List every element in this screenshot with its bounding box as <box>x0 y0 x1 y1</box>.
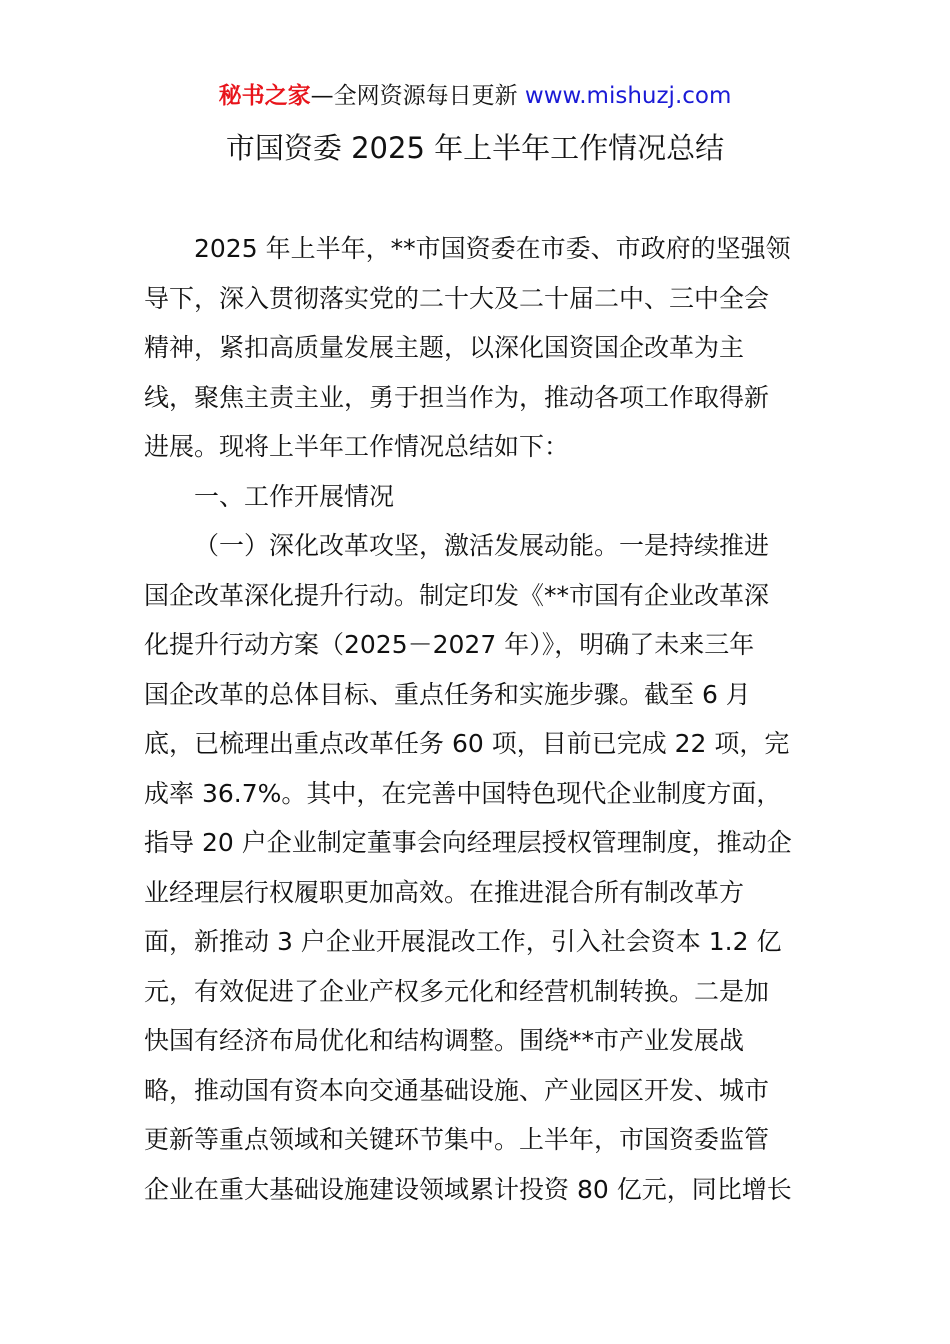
paragraph-line: 成率 36.7%。其中，在完善中国特色现代企业制度方面， <box>144 778 782 808</box>
paragraph-line: 面，新推动 3 户企业开展混改工作，引入社会资本 1.2 亿 <box>144 927 782 956</box>
paragraph-line: 更新等重点领域和关键环节集中。上半年，市国资委监管 <box>144 1125 770 1154</box>
paragraph-line: 指导 20 户企业制定董事会向经理层授权管理制度，推动企 <box>144 828 792 857</box>
paragraph-line: 国企改革的总体目标、重点任务和实施步骤。截至 6 月 <box>144 679 751 709</box>
section-heading: 一、工作开展情况 <box>194 481 395 511</box>
paragraph-line: 底，已梳理出重点改革任务 60 项，目前已完成 22 项，完 <box>144 729 790 758</box>
site-url-link[interactable]: www.mishuzj.com <box>524 83 732 109</box>
paragraph-line: 快国有经济布局优化和结构调整。围绕**市产业发展战 <box>144 1026 745 1055</box>
paragraph-line: 元，有效促进了企业产权多元化和经营机制转换。二是加 <box>144 976 770 1006</box>
paragraph-line: 略，推动国有资本向交通基础设施、产业园区开发、城市 <box>144 1075 770 1105</box>
site-header <box>0 80 950 112</box>
document-title: 市国资委 2025 年上半年工作情况总结 <box>225 131 725 165</box>
brand-name: 秘书之家 <box>218 83 311 109</box>
paragraph-line: 企业在重大基础设施建设领域累计投资 80 亿元，同比增长 <box>144 1174 792 1204</box>
paragraph-line: 进展。现将上半年工作情况总结如下： <box>144 432 570 461</box>
paragraph-line: 国企改革深化提升行动。制定印发《**市国有企业改革深 <box>144 580 770 610</box>
paragraph-line: 2025 年上半年，**市国资委在市委、市政府的坚强领 <box>194 234 791 263</box>
document-body <box>144 224 808 1214</box>
header-tagline: —全网资源每日更新 <box>310 83 525 109</box>
paragraph-line: 化提升行动方案（2025－2027 年）》，明确了未来三年 <box>144 630 755 659</box>
paragraph-line: 精神，紧扣高质量发展主题，以深化国资国企改革为主 <box>144 333 745 362</box>
paragraph-line: 导下，深入贯彻落实党的二十大及二十届二中、三中全会 <box>144 283 770 313</box>
paragraph-line: 线，聚焦主责主业，勇于担当作为，推动各项工作取得新 <box>144 382 770 412</box>
paragraph-line: （一）深化改革攻坚，激活发展动能。一是持续推进 <box>194 531 770 560</box>
paragraph-line: 业经理层行权履职更加高效。在推进混合所有制改革方 <box>144 877 745 907</box>
